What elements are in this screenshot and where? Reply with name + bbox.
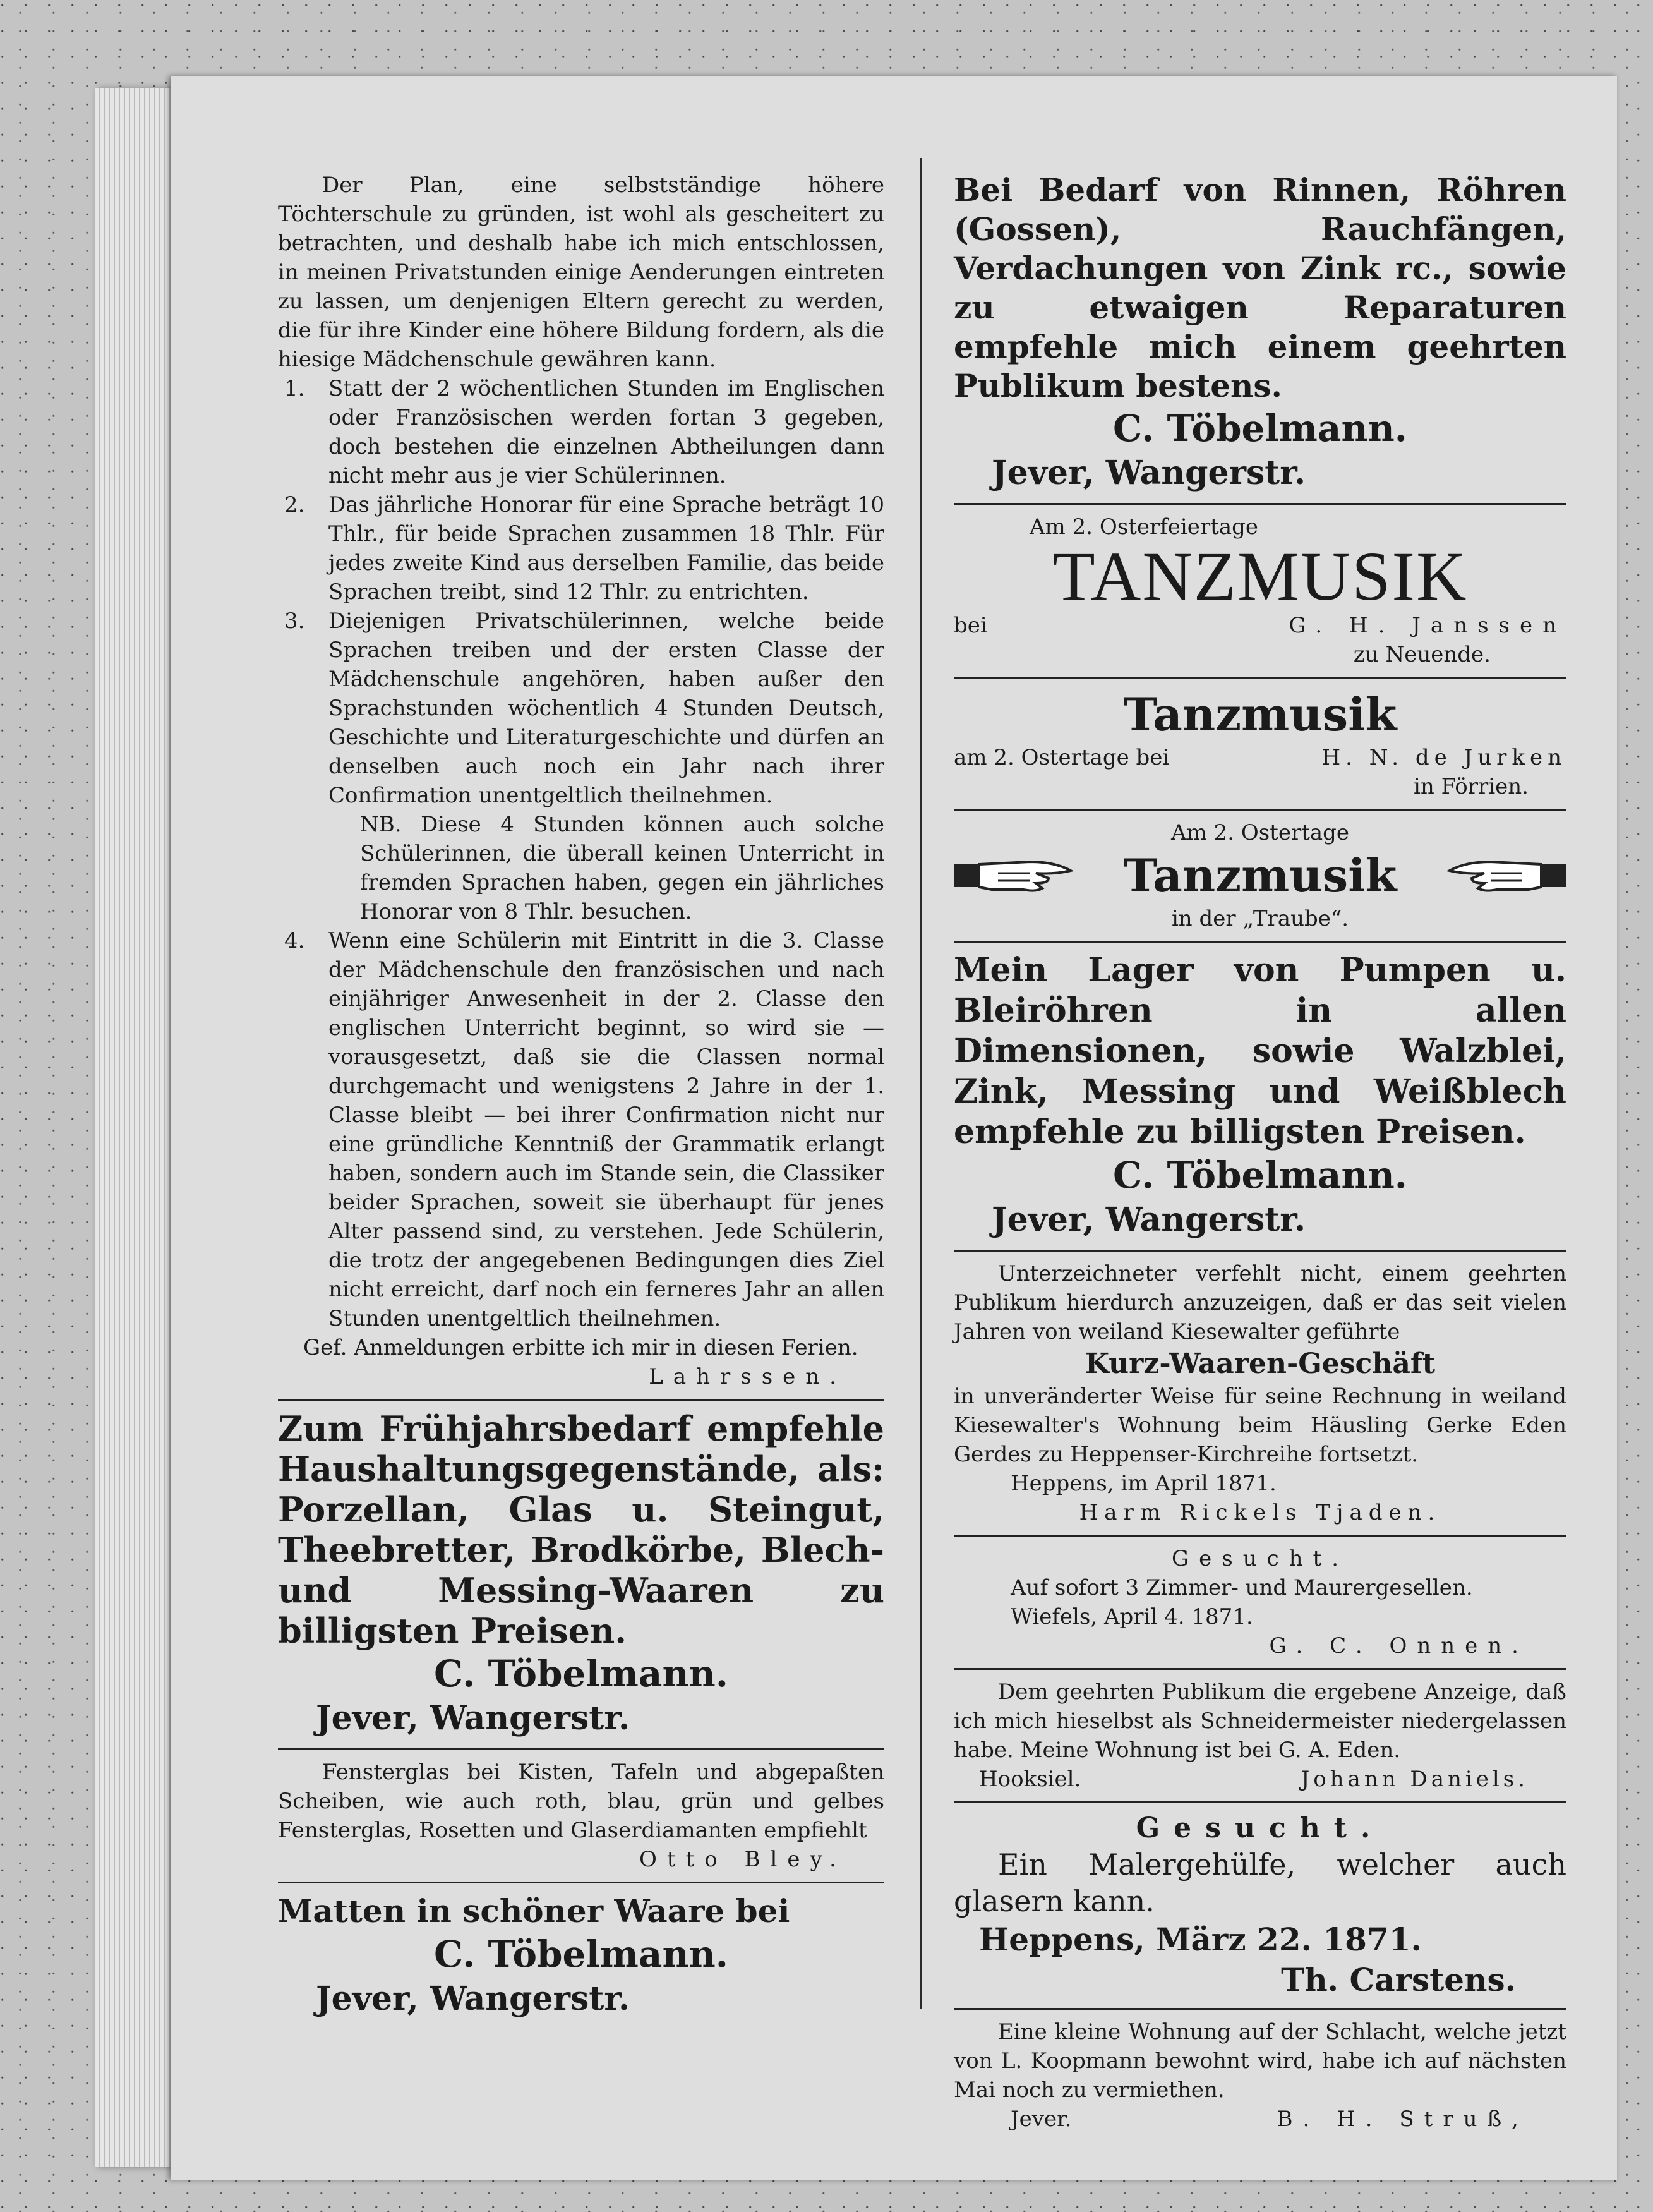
divider <box>954 809 1566 811</box>
tanz3-pre: Am 2. Ostertage <box>1170 820 1350 845</box>
item-number: 1. <box>284 376 305 401</box>
ad-gutters-place: Jever, Wangerstr. <box>992 454 1306 492</box>
item-text: Statt der 2 wöchentlichen Stunden im Englischen oder Französischen werden fortan 3 gegeben, doch bestehen die einzelnen Abtheilungen dann nicht mehr aus je vier Schülerinnen. <box>328 376 884 488</box>
ad-mats-name: C. Töbelmann. <box>434 1933 728 1976</box>
pointing-hand-right-icon <box>954 850 1074 901</box>
school-notice-intro: Der Plan, eine selbstständige höhere Töchterschule zu gründen, ist wohl als gescheitert zu betrachten, und deshalb habe ich mich entschlossen, in meinen Privatstunden einige Aenderungen eintreten zu lassen, um denjenigen Eltern gerecht zu werden, die für ihre Kinder eine höhere Bildung fordern, als die hiesige Mädchenschule gewähren kann. <box>278 172 884 372</box>
ad-pumps-name: C. Töbelmann. <box>1113 1154 1407 1197</box>
notice-signature: Lahrssen. <box>649 1364 846 1389</box>
ad-glass-text: Fensterglas bei Kisten, Tafeln und abgepaßten Scheiben, wie auch roth, blau, grün und gelbes Fensterglas, Rosetten und Glaserdiamanten empfiehlt <box>278 1760 884 1843</box>
item-number: 4. <box>284 928 305 953</box>
tanz1-pre: Am 2. Osterfeiertage <box>1030 514 1258 540</box>
tanz2-host: H. N. de Jurken <box>1321 745 1566 770</box>
notice-item-3 <box>278 607 884 810</box>
tanz1-title: TANZMUSIK <box>1052 538 1468 615</box>
column-divider <box>920 158 922 2009</box>
left-column <box>278 171 884 2021</box>
pointing-hand-left-icon <box>1446 850 1566 901</box>
ad-shop-signature: Harm Rickels Tjaden. <box>1079 1500 1441 1525</box>
item-text: Das jährliche Honorar für eine Sprache beträgt 10 Thlr., für beide Sprachen zusammen 18 Thlr. Für jedes zweite Kind aus derselben Familie, das beide Sprachen treibt, sind 12 Thlr. zu entrichten. <box>328 492 884 605</box>
item-text: Diejenigen Privatschülerinnen, welche beide Sprachen treiben und der ersten Classe der Mädchenschule angehören, haben außer den Sprachstunden wöchentlich 4 Stunden Deutsch, Geschichte und Literaturgeschichte und dürfen an denselben auch noch ein Jahr nach ihrer Confirmation unentgeltlich theilnehmen. <box>328 608 884 808</box>
ad-wanted2-signature: Th. Carstens. <box>1281 1961 1516 1998</box>
ad-mats-text: Matten in schöner Waare bei <box>278 1892 790 1930</box>
divider <box>954 677 1566 679</box>
tanz2-left: am 2. Ostertage bei <box>954 745 1170 770</box>
notice-item-4 <box>278 926 884 1333</box>
ad-wanted1-heading: Gesucht. <box>1171 1546 1349 1571</box>
divider <box>954 941 1566 943</box>
ad-tailor-text: Dem geehrten Publikum die ergebene Anzeige, daß ich mich hieselbst als Schneidermeister niedergelassen habe. Meine Wohnung ist bei G. A. Eden. <box>954 1679 1566 1763</box>
page-edges <box>95 88 183 2167</box>
ad-shop-text2: in unveränderter Weise für seine Rechnung in weiland Kiesewalter's Wohnung beim Häusling Gerke Eden Gerdes zu Heppenser-Kirchreihe fortsetzt. <box>954 1384 1566 1467</box>
tanz2-title: Tanzmusik <box>1123 687 1397 741</box>
notice-item-2 <box>278 490 884 607</box>
tanz1-host: G. H. Janssen <box>1289 613 1566 638</box>
ad-shop-date: Heppens, im April 1871. <box>1011 1471 1277 1496</box>
ad-shop-headline: Kurz-Waaren-Geschäft <box>1085 1348 1436 1380</box>
tanz2-host-row <box>954 743 1566 772</box>
ad-flat-signature: B. H. Struß, <box>1277 2106 1529 2132</box>
ad-tailor-footer <box>954 1765 1566 1794</box>
ad-wanted2-date: Heppens, März 22. 1871. <box>979 1921 1422 1958</box>
right-column <box>954 171 1566 2134</box>
tanz1-host-row <box>954 611 1566 640</box>
ad-wanted2-heading: Gesucht. <box>1136 1812 1385 1844</box>
ad-flat-footer <box>954 2105 1566 2134</box>
ad-pumps-text: Mein Lager von Pumpen u. Bleiröhren in allen Dimensionen, sowie Walzblei, Zink, Messing und Weißblech empfehle zu billigsten Preisen. <box>954 951 1566 1151</box>
ad-gutters-name: C. Töbelmann. <box>1113 407 1407 450</box>
ad-shop-text1: Unterzeichneter verfehlt nicht, einem geehrten Publikum hierdurch anzuzeigen, daß er das seit vielen Jahren von weiland Kiesewalter geführte <box>954 1261 1566 1345</box>
ad-tailor-place: Hooksiel. <box>979 1767 1081 1792</box>
divider <box>954 1250 1566 1252</box>
divider <box>278 1748 884 1750</box>
ad-pumps-place: Jever, Wangerstr. <box>992 1200 1306 1239</box>
ad-gutters-text: Bei Bedarf von Rinnen, Röhren (Gossen), Rauchfängen, Verdachungen von Zink rc., sowie zu etwaigen Reparaturen empfehle mich einem geehrten Publikum bestens. <box>954 171 1566 404</box>
notice-item-1 <box>278 374 884 490</box>
item-text: Wenn eine Schülerin mit Eintritt in die 3. Classe der Mädchenschule den französischen und nach einjähriger Anwesenheit in der 2. Classe den englischen Unterricht beginnt, so wird sie — vorausgesetzt, daß sie die Classen normal durchgemacht und wenigstens 2 Jahre in der 1. Classe bleibt — bei ihrer Confirmation nicht nur eine gründliche Kenntniß der Grammatik erlangt haben, sondern auch im Stande sein, die Classiker beider Sprachen, soweit sie überhaupt für jenes Alter passend sind, zu verstehen. Jede Schülerin, die trotz der angegebenen Bedingungen dies Ziel nicht erreicht, darf noch ein ferneres Jahr an allen Stunden unentgeltlich theilnehmen. <box>328 928 884 1331</box>
ad-tailor-signature: Johann Daniels. <box>1301 1767 1529 1792</box>
ad-glass-signature: Otto Bley. <box>639 1847 846 1872</box>
ad-household-place: Jever, Wangerstr. <box>316 1699 630 1738</box>
divider <box>954 1801 1566 1803</box>
tanz1-bei: bei <box>954 613 987 638</box>
tanz2-location: in Förrien. <box>1414 774 1529 799</box>
divider <box>954 1535 1566 1537</box>
ad-household-name: C. Töbelmann. <box>434 1652 728 1695</box>
ad-household-text: Zum Frühjahrsbedarf empfehle Haushaltungsgegenstände, als: Porzellan, Glas u. Steingut, Theebretter, Brodkörbe, Blech- und Messing-Waaren zu billigsten Preisen. <box>278 1408 884 1651</box>
notice-closing: Gef. Anmeldungen erbitte ich mir in diesen Ferien. <box>303 1335 858 1360</box>
tanz1-location: zu Neuende. <box>1353 642 1491 667</box>
tanz3-location: in der „Traube“. <box>1171 906 1349 931</box>
item-number: 2. <box>284 492 305 517</box>
divider <box>954 503 1566 505</box>
divider <box>278 1399 884 1401</box>
ad-flat-text: Eine kleine Wohnung auf der Schlacht, welche jetzt von L. Koopmann bewohnt wird, habe ich auf nächsten Mai noch zu vermiethen. <box>954 2019 1566 2103</box>
notice-nb: NB. Diese 4 Stunden können auch solche Schülerinnen, die überall keinen Unterricht in fremden Sprachen haben, gegen ein jährliches Honorar von 8 Thlr. besuchen. <box>360 812 884 924</box>
ad-wanted2-text: Ein Malergehülfe, welcher auch glasern kann. <box>954 1847 1566 1918</box>
divider <box>278 1882 884 1883</box>
item-number: 3. <box>284 608 305 634</box>
divider <box>954 1668 1566 1670</box>
ad-flat-place: Jever. <box>1011 2106 1072 2132</box>
ad-wanted1-date: Wiefels, April 4. 1871. <box>1011 1604 1253 1629</box>
ad-wanted1-text: Auf sofort 3 Zimmer- und Maurergesellen. <box>1011 1575 1473 1600</box>
ad-wanted1-signature: G. C. Onnen. <box>1269 1633 1529 1659</box>
divider <box>954 2008 1566 2010</box>
tanz3-title: Tanzmusik <box>1123 849 1397 902</box>
ad-mats-place: Jever, Wangerstr. <box>316 1979 630 2018</box>
tanz3-title-row <box>954 847 1566 904</box>
